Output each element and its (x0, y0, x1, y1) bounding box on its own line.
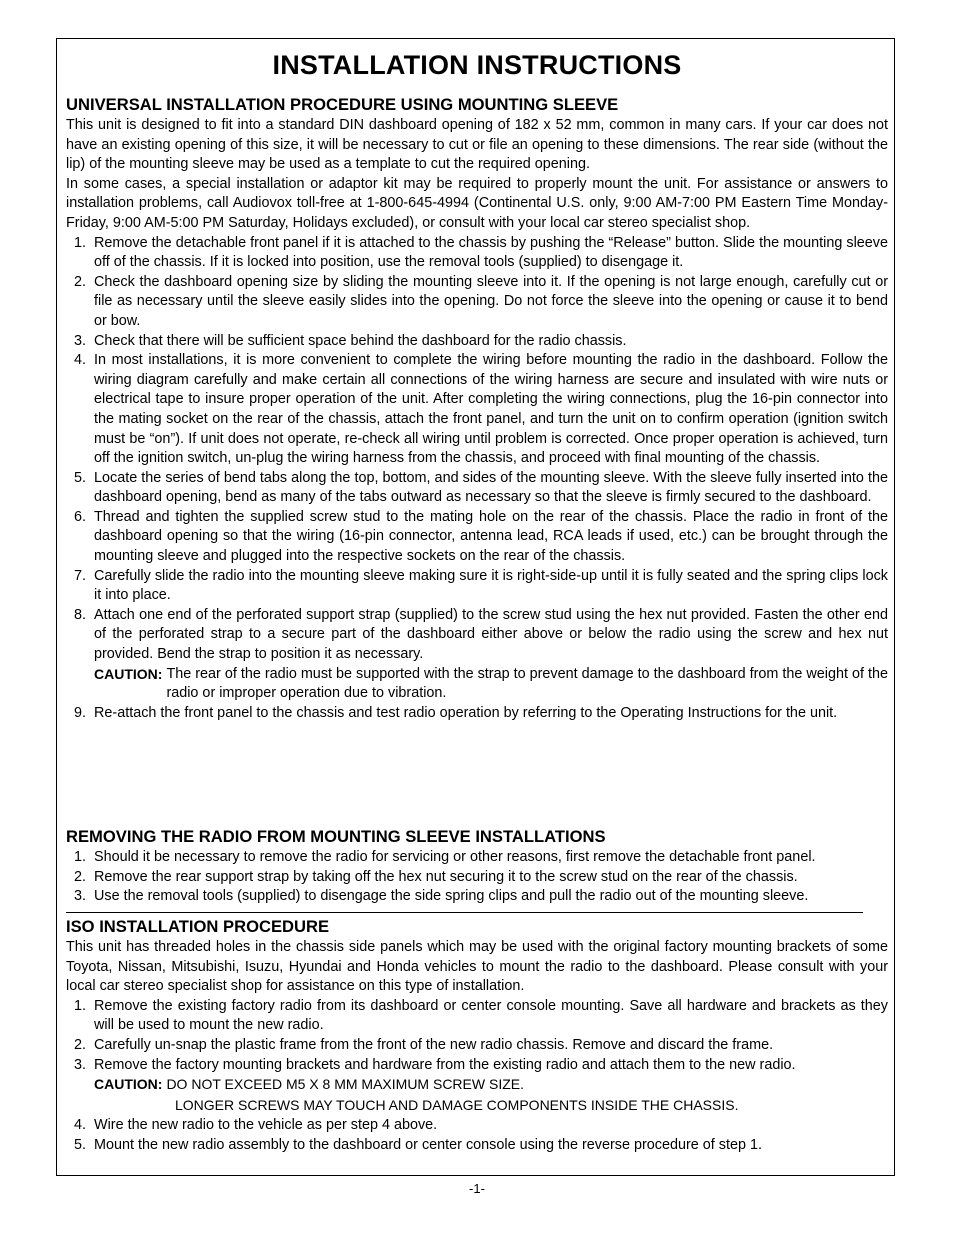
step-number: 8. (74, 606, 87, 623)
step-text: In most installations, it is more convenient to complete the wiring before mounting the radio in the dashboard. Follow the wiring diagram carefully and make certain all connections of the wiring harness are secure and insulated with wire nuts or electrical tape to insure proper operation of the unit. After completing the wiring connections, plug the 16-pin connector into the mating socket on the rear of the chassis, attach the front panel, and turn the unit on to confirm operation (ignition switch must be “on”). If unit does not operate, re-check all wiring until problem is corrected. Once proper operation is achieved, turn off the ignition switch, un-plug the wiring harness from the chassis, and proceed with final mounting of the chassis. (94, 352, 888, 467)
step-text: Remove the factory mounting brackets and hardware from the existing radio and attach them to the new radio. (94, 1056, 796, 1073)
step-number: 7. (74, 567, 87, 584)
list-item (66, 704, 888, 724)
step-text: Remove the existing factory radio from its dashboard or center console mounting. Save all hardware and brackets as they will be used to mount the new radio. (94, 997, 888, 1034)
paragraph: This unit is designed to fit into a standard DIN dashboard opening of 182 x 52 mm, common in many cars. If your car does not have an existing opening of this size, it will be necessary to cut or file an opening to these dimensions. The rear side (without the lip) of the mounting sleeve may be used as a template to cut the required opening. (66, 117, 888, 173)
step-number: 1. (74, 234, 87, 251)
section-iso-installation (66, 916, 888, 1156)
step-text: Check that there will be sufficient space behind the dashboard for the radio chassis. (94, 332, 627, 349)
step-number: 4. (74, 1117, 87, 1134)
list-item (66, 234, 888, 273)
step-text: Mount the new radio assembly to the dashboard or center console using the reverse procedure of step 1. (94, 1136, 762, 1153)
step-text: Wire the new radio to the vehicle as per step 4 above. (94, 1117, 438, 1134)
list-item (66, 273, 888, 332)
step-text: Attach one end of the perforated support strap (supplied) to the screw stud using the hex nut provided. Fasten the other end of the perforated strap to a secure part of the dashboard either above or below the radio using the screw and hex nut provided. Bend the strap to position it as necessary. (94, 606, 888, 663)
caution-text: DO NOT EXCEED M5 X 8 MM MAXIMUM SCREW SIZE. (166, 1076, 524, 1093)
caution-note (66, 1075, 888, 1116)
paragraph: In some cases, a special installation or adaptor kit may be required to properly mount the unit. For assistance or answers to installation problems, call Audiovox toll-free at 1-800-645-4994 (Continental U.S. only, 9:00 AM-7:00 PM Eastern Time Monday-Friday, 9:00 AM-5:00 PM Saturday, Holidays excluded), or consult with your local car stereo specialist shop. (66, 175, 888, 231)
step-list (66, 997, 888, 1075)
step-text: Remove the rear support strap by taking off the hex nut securing it to the screw stud on the rear of the chassis. (94, 868, 798, 885)
section-divider (66, 912, 863, 913)
caution-note (66, 665, 888, 704)
step-number: 3. (74, 888, 87, 905)
list-item (66, 868, 888, 888)
caution-label: CAUTION: (94, 665, 163, 682)
list-item (66, 887, 888, 907)
caution-label: CAUTION: (94, 1076, 163, 1093)
list-item (66, 1136, 888, 1156)
section-universal-installation (66, 94, 888, 723)
step-number: 3. (74, 332, 87, 349)
list-item (66, 997, 888, 1036)
step-text: Carefully un-snap the plastic frame from the front of the new radio chassis. Remove and discard the frame. (94, 1036, 774, 1053)
step-number: 2. (74, 273, 87, 290)
list-item (66, 351, 888, 469)
section-removing-radio (66, 826, 888, 907)
step-number: 9. (74, 704, 87, 721)
step-number: 5. (74, 1136, 87, 1153)
step-list (66, 704, 888, 724)
step-text: Locate the series of bend tabs along the top, bottom, and sides of the mounting sleeve. With the sleeve fully inserted into the dashboard opening, bend as many of the tabs outward as necessary so that the sleeve is firmly secured to the dashboard. (94, 469, 888, 506)
step-text: Should it be necessary to remove the radio for servicing or other reasons, first remove the detachable front panel. (94, 849, 816, 865)
section-heading: ISO INSTALLATION PROCEDURE (66, 917, 330, 936)
step-text: Remove the detachable front panel if it is attached to the chassis by pushing the “Release” button. Slide the mounting sleeve off of the chassis. If it is locked into position, use the removal tools (supplied) to disengage it. (94, 234, 888, 271)
page-title: INSTALLATION INSTRUCTIONS (272, 50, 682, 80)
caution-text: The rear of the radio must be supported with the strap to prevent damage to the dashboard from the weight of the radio or improper operation due to vibration. (166, 665, 888, 702)
paragraph: This unit has threaded holes in the chassis side panels which may be used with the original factory mounting brackets of some Toyota, Nissan, Mitsubishi, Isuzu, Hyundai and Honda vehicles to mount the radio to the dashboard. Please consult with your local car stereo specialist shop for assistance on this type of installation. (66, 939, 888, 995)
step-number: 5. (74, 469, 87, 486)
page-number: -1- (469, 1181, 485, 1196)
list-item (66, 332, 888, 352)
list-item (66, 508, 888, 567)
step-list (66, 848, 888, 907)
step-number: 2. (74, 868, 87, 885)
list-item (66, 567, 888, 606)
list-item (66, 469, 888, 508)
section-heading: REMOVING THE RADIO FROM MOUNTING SLEEVE INSTALLATIONS (66, 827, 606, 846)
step-text: Carefully slide the radio into the mounting sleeve making sure it is right-side-up until it is fully seated and the spring clips lock it into place. (94, 567, 888, 604)
list-item (66, 1036, 888, 1056)
step-text: Thread and tighten the supplied screw stud to the mating hole on the rear of the chassis. Place the radio in front of the dashboard opening so that the wiring (16-pin connector, antenna lead, RCA leads if used, etc.) can be brought through the mounting sleeve and plugged into the respective sockets on the rear of the chassis. (94, 508, 888, 565)
step-number: 2. (74, 1036, 87, 1053)
list-item (66, 606, 888, 665)
step-list (66, 1116, 888, 1155)
step-number: 1. (74, 997, 87, 1014)
step-number: 4. (74, 352, 87, 369)
step-text: Re-attach the front panel to the chassis and test radio operation by referring to the Operating Instructions for the unit. (94, 704, 838, 721)
section-heading: UNIVERSAL INSTALLATION PROCEDURE USING MOUNTING SLEEVE (66, 95, 619, 114)
step-text: Check the dashboard opening size by sliding the mounting sleeve into it. If the opening is not large enough, carefully cut or file as necessary until the sleeve easily slides into the opening. Do not force the sleeve into the opening or cause it to bend or bow. (94, 273, 888, 329)
list-item (66, 1056, 888, 1076)
step-list (66, 234, 888, 665)
list-item (66, 1116, 888, 1136)
list-item (66, 848, 888, 868)
step-number: 6. (74, 508, 87, 525)
step-text: Use the removal tools (supplied) to disengage the side spring clips and pull the radio out of the mounting sleeve. (94, 888, 809, 905)
step-number: 1. (74, 849, 87, 865)
caution-text: LONGER SCREWS MAY TOUCH AND DAMAGE COMPONENTS INSIDE THE CHASSIS. (175, 1096, 739, 1113)
step-number: 3. (74, 1056, 87, 1073)
